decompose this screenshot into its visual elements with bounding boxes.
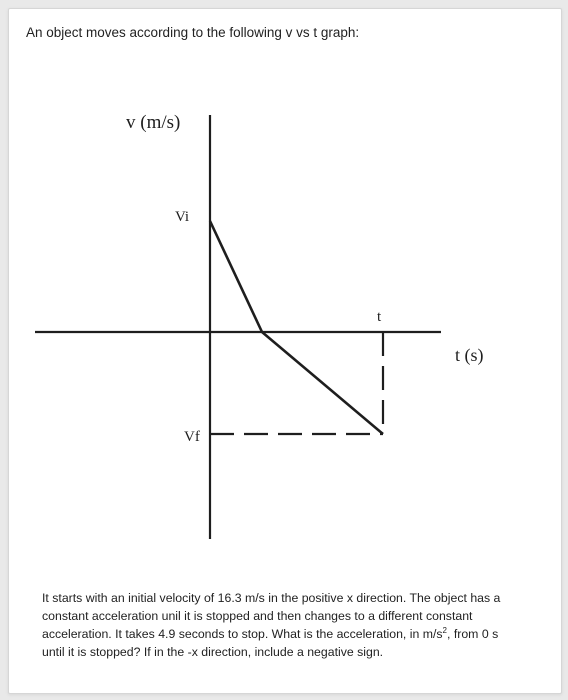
question-card: [8, 8, 562, 694]
y-axis-label: v (m/s): [126, 112, 181, 133]
question-body-part1: It starts with an initial velocity of 16.3 m/s in the positive x direction. The object has a constant acceleration unil it is stopped and then changes to a different constant acceleration. It takes 4.9 seconds to stop. What is the acceleration, in m/s: [42, 591, 501, 641]
question-body: [42, 589, 512, 661]
question-prompt: An object moves according to the following v vs t graph:: [26, 25, 360, 40]
initial-velocity-segment: [210, 221, 262, 332]
question-body-part2: , from 0 s until it is stopped? If in the -x direction, include a negative sign.: [42, 627, 499, 659]
second-acceleration-segment: [262, 332, 383, 434]
vi-label: Vi: [175, 209, 190, 225]
question-body-superscript: 2: [442, 625, 447, 635]
vf-label: Vf: [184, 429, 200, 445]
x-axis-label: t (s): [455, 345, 484, 365]
t-label: t: [377, 309, 382, 325]
